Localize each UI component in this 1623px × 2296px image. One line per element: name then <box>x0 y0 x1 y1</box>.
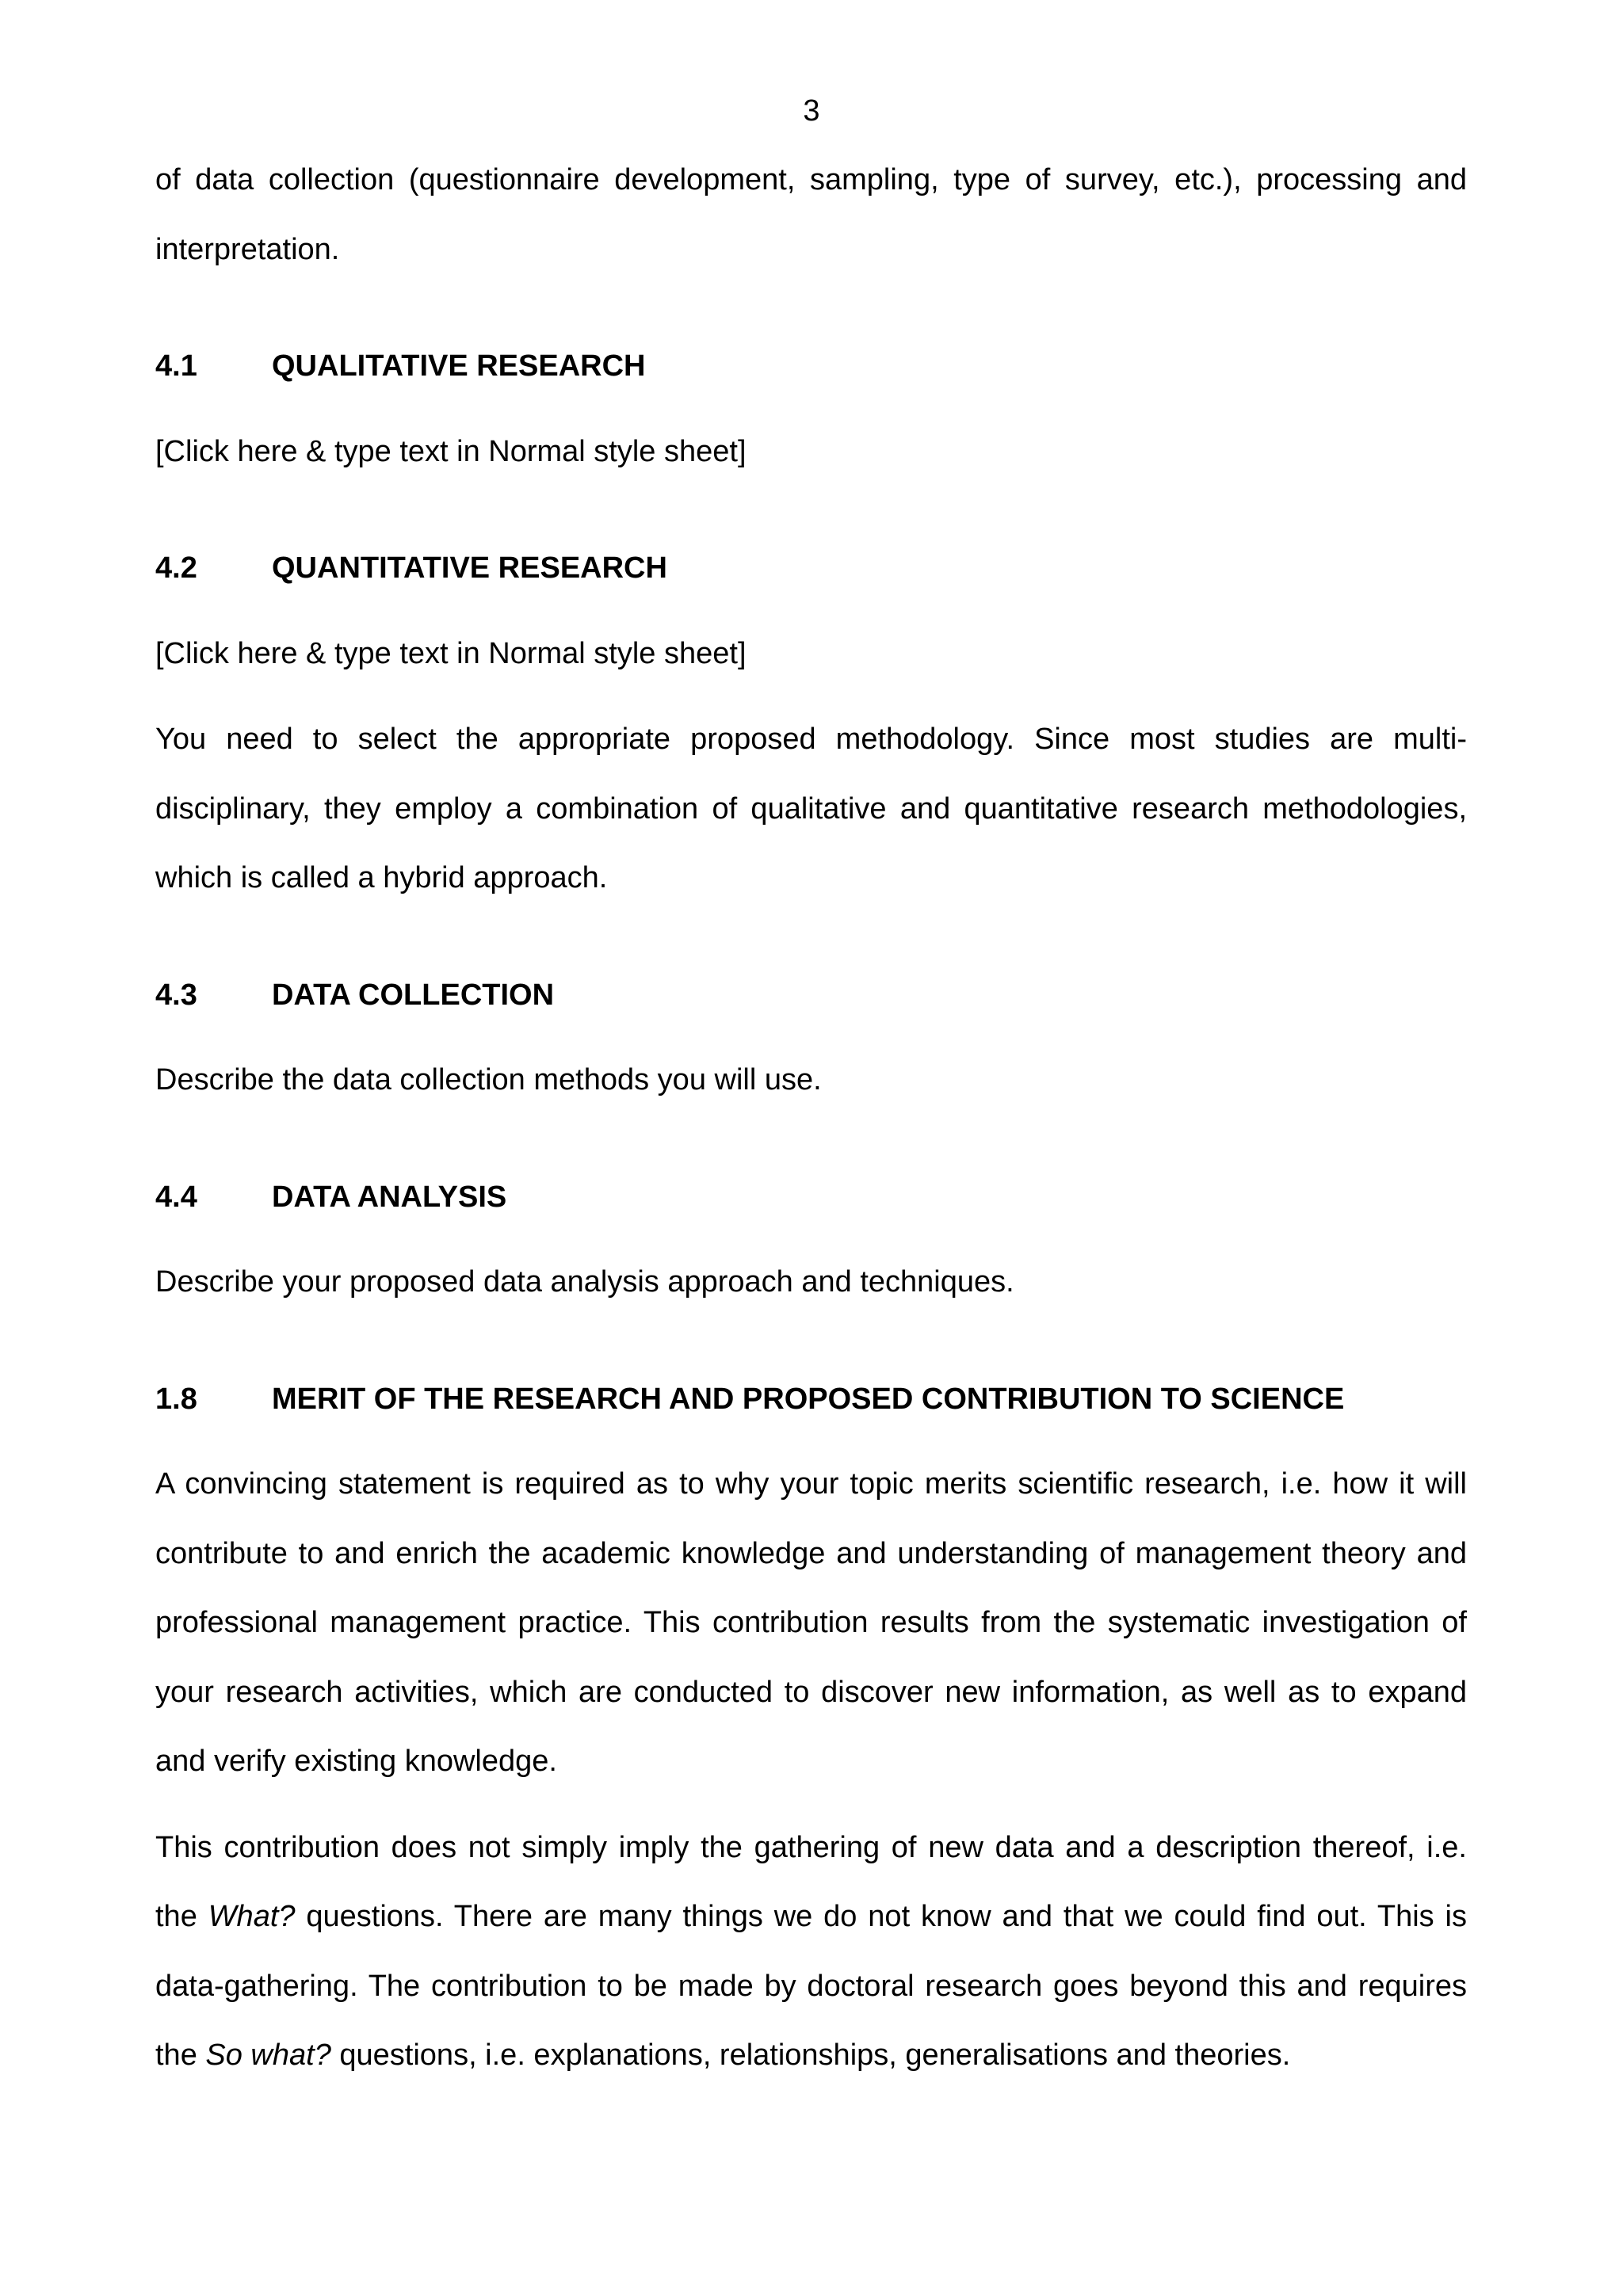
section-number: 1.8 <box>155 1382 197 1416</box>
section-number: 4.3 <box>155 978 197 1012</box>
section-title: DATA ANALYSIS <box>272 1180 507 1214</box>
section-title: MERIT OF THE RESEARCH AND PROPOSED CONTRIBUTION TO SCIENCE <box>272 1382 1345 1416</box>
page-number: 3 <box>803 94 820 128</box>
merit-paragraph-1: A convincing statement is required as to why your topic merits scientific research, i.e. how it will contribute to and enrich the academic knowledge and understanding of management theory and professional management practice. This contribution results from the systematic investigation of your research activities, which are conducted to discover new information, as well as to expand and verify existing knowledge. <box>155 1467 1467 1778</box>
methodology-paragraph: You need to select the appropriate proposed methodology. Since most studies are multi-disciplinary, they employ a combination of qualitative and quantitative research methodologies, which is called a hybrid approach. <box>155 723 1467 894</box>
section-heading-4-3 <box>155 961 1467 1031</box>
merit-text-part-2: questions. There are many things we do not know and that we could find out. This is data-gathering. The contribution to be made by doctoral research goes beyond this and requires the <box>155 1900 1467 2072</box>
intro-paragraph: of data collection (questionnaire development, sampling, type of survey, etc.), processing and interpretation. <box>155 163 1467 266</box>
section-title: DATA COLLECTION <box>272 978 555 1012</box>
placeholder-text-4-2[interactable]: [Click here & type text in Normal style sheet] <box>155 636 747 670</box>
section-number: 4.2 <box>155 551 197 585</box>
merit-text-part-1: This contribution does not simply imply the gathering of new data and a description thereof, i.e. the <box>155 1830 1467 1933</box>
page-content <box>155 146 1467 2091</box>
section-heading-4-4 <box>155 1163 1467 1233</box>
placeholder-text-4-1[interactable]: [Click here & type text in Normal style sheet] <box>155 434 747 468</box>
what-question-italic: What? <box>208 1900 296 1933</box>
section-heading-4-2 <box>155 534 1467 604</box>
merit-text-part-3: questions, i.e. explanations, relationships, generalisations and theories. <box>330 2039 1291 2072</box>
section-title: QUANTITATIVE RESEARCH <box>272 551 667 585</box>
section-title: QUALITATIVE RESEARCH <box>272 349 646 383</box>
section-number: 4.4 <box>155 1180 197 1214</box>
section-number: 4.1 <box>155 349 197 383</box>
so-what-question-italic: So what? <box>205 2039 331 2072</box>
section-heading-1-8 <box>155 1365 1467 1435</box>
section-heading-4-1 <box>155 332 1467 402</box>
data-collection-paragraph: Describe the data collection methods you will use. <box>155 1063 822 1097</box>
merit-paragraph-2 <box>155 1814 1467 2091</box>
data-analysis-paragraph: Describe your proposed data analysis approach and techniques. <box>155 1265 1014 1299</box>
